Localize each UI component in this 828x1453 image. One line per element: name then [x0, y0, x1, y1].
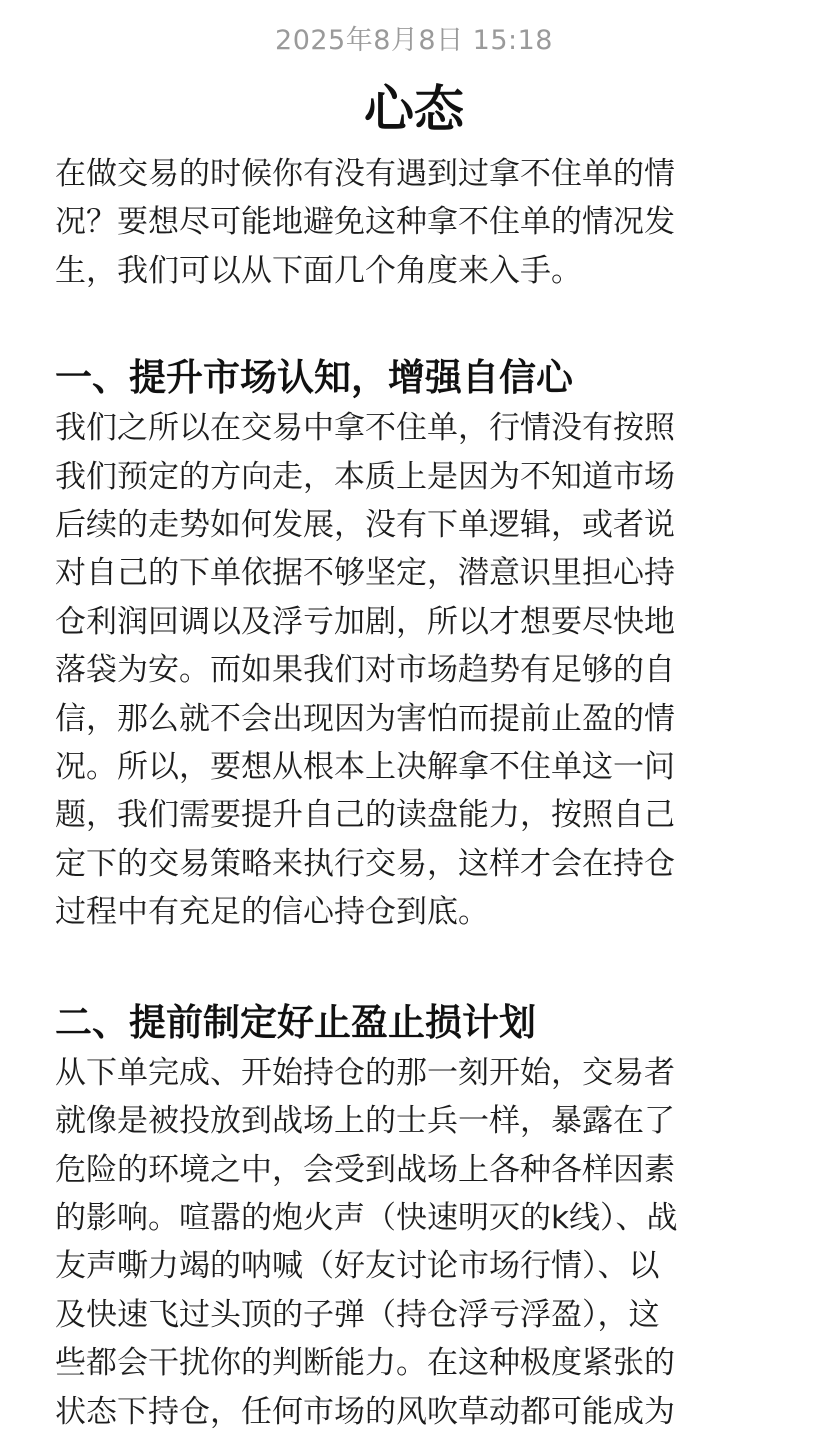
section-2-heading: 二、提前制定好止盈止损计划: [55, 1000, 536, 1044]
note-timestamp: 2025年8月8日 15:18: [275, 25, 553, 56]
note-title: 心态: [364, 80, 464, 138]
section-1-heading: 一、提升市场认知，增强自信心: [55, 356, 573, 400]
intro-paragraph: 在做交易的时候你有没有遇到过拿不住单的情 况？要想尽可能地避免这种拿不住单的情况发 生，我们可以从下面几个角度来入手。: [55, 156, 675, 289]
section-2-body: 从下单完成、开始持仓的那一刻开始，交易者 就像是被投放到战场上的士兵一样，暴露在了 危险的环境之中，会受到战场上各种各样因素 的影响。喧嚣的炮火声（快速明灭的k线）、战 友声嘶力竭的呐喊（好友讨论市场行情）、以 及快速飞过头顶的子弹（持仓浮亏浮盈），这 些都会干扰你的判断能力。在这种极度紧张的 状态下持仓，任何市场的风吹草动都可能成为: [55, 1054, 678, 1430]
section-1-body: 我们之所以在交易中拿不住单，行情没有按照 我们预定的方向走，本质上是因为不知道市场 后续的走势如何发展，没有下单逻辑，或者说 对自己的下单依据不够坚定，潜意识里担心持 仓利润回调以及浮亏加剧，所以才想要尽快地 落袋为安。而如果我们对市场趋势有足够的自 信，那么就不会出现因为害怕而提前止盈的情 况。所以，要想从根本上决解拿不住单这一问 题，我们需要提升自己的读盘能力，按照自己 定下的交易策略来执行交易，这样才会在持仓 过程中有充足的信心持仓到底。: [55, 410, 675, 931]
note-content[interactable]: [55, 150, 815, 1436]
